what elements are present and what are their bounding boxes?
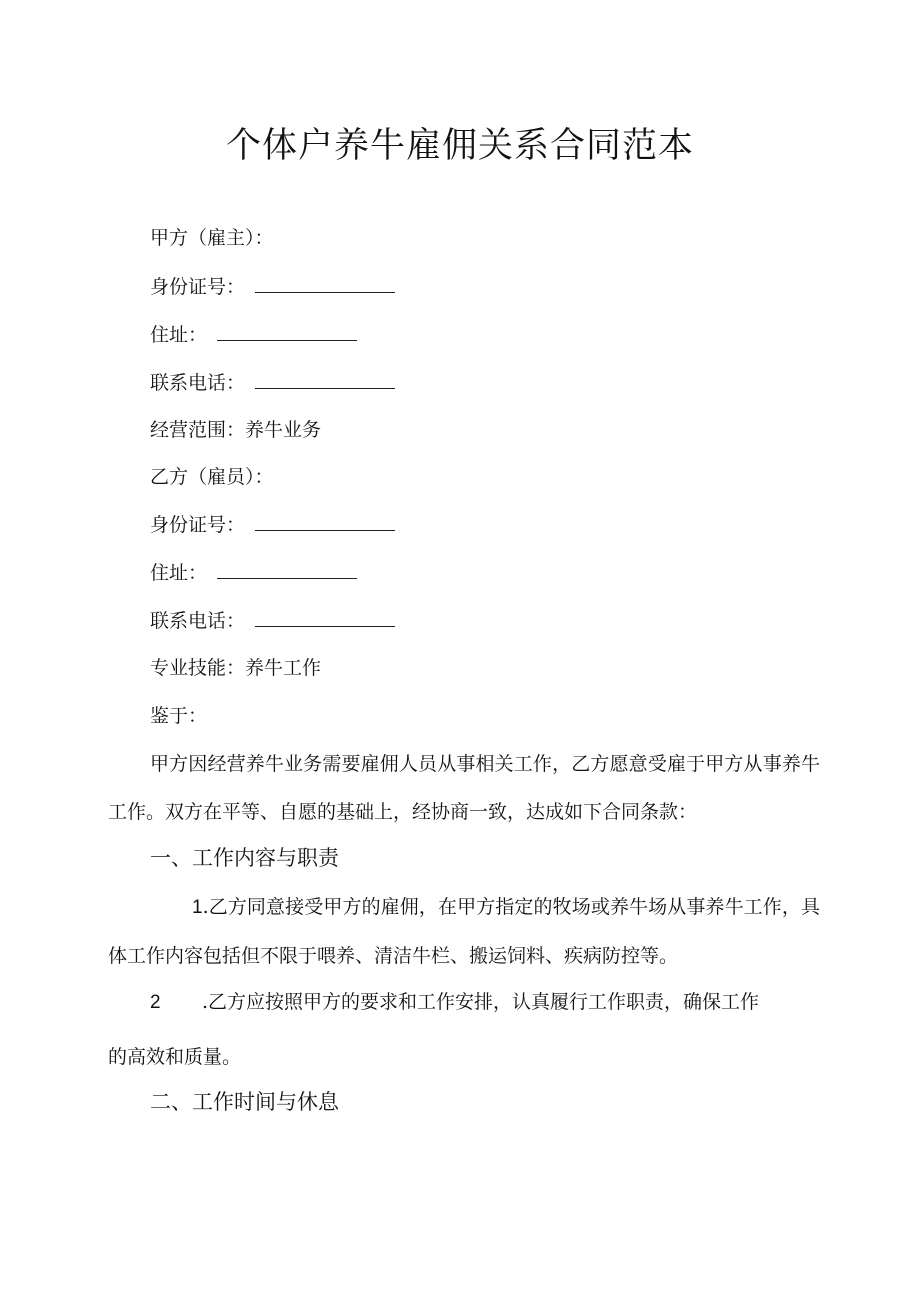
party-a-phone-blank[interactable]: [255, 368, 395, 389]
party-b-phone-row: [150, 606, 395, 635]
party-a-scope: 经营范围：养牛业务: [150, 419, 322, 441]
party-a-id-blank[interactable]: [255, 272, 395, 293]
section1-heading: 一、工作内容与职责: [150, 846, 339, 870]
whereas-label: 鉴于：: [150, 705, 208, 727]
party-b-address-blank[interactable]: [217, 558, 357, 579]
party-a-address-label: 住址：: [150, 324, 208, 346]
party-a-phone-label: 联系电话：: [150, 372, 246, 394]
party-a-phone-row: [150, 368, 395, 397]
section1-item1: [108, 883, 820, 980]
document-title: 个体户养牛雇佣关系合同范本: [225, 126, 694, 166]
party-b-address-row: [150, 558, 357, 587]
party-a-id-row: [150, 272, 395, 301]
party-b-phone-blank[interactable]: [255, 606, 395, 627]
section1-item2: [150, 988, 759, 1017]
intro-paragraph: 甲方因经营养牛业务需要雇佣人员从事相关工作，乙方愿意受雇于甲方从事养牛工作。双方在平等、自愿的基础上，经协商一致，达成如下合同条款：: [108, 753, 820, 823]
party-a-heading: 甲方（雇主）：: [150, 227, 274, 249]
party-b-phone-label: 联系电话：: [150, 610, 246, 632]
party-a-address-blank[interactable]: [217, 320, 357, 341]
party-b-id-blank[interactable]: [255, 510, 395, 531]
section1-item1-number: 1: [192, 897, 203, 918]
section1-item2-number: 2: [150, 992, 161, 1013]
party-b-heading: 乙方（雇员）：: [150, 466, 274, 488]
section2-heading: 二、工作时间与休息: [150, 1090, 339, 1114]
section1-item2-continuation: 的高效和质量。: [108, 1046, 242, 1068]
party-a-id-label: 身份证号：: [150, 276, 246, 298]
party-b-address-label: 住址：: [150, 562, 208, 584]
party-b-id-row: [150, 510, 395, 539]
section1-item2-text: .乙方应按照甲方的要求和工作安排，认真履行工作职责，确保工作: [202, 991, 760, 1013]
party-a-address-row: [150, 320, 357, 349]
section1-item1-text: .乙方同意接受甲方的雇佣，在甲方指定的牧场或养牛场从事养牛工作，具体工作内容包括但不限于喂养、清洁牛栏、搬运饲料、疾病防控等。: [108, 896, 820, 967]
party-b-id-label: 身份证号：: [150, 514, 246, 536]
party-b-skills: 专业技能：养牛工作: [150, 657, 322, 679]
